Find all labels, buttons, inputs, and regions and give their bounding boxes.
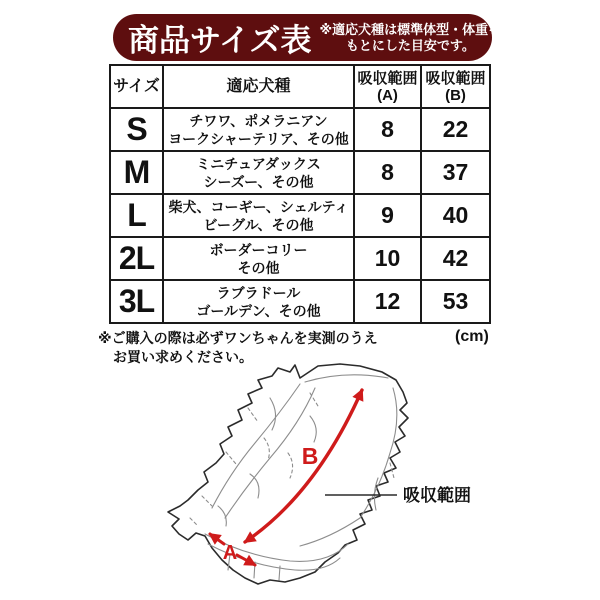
title-banner [113, 14, 502, 61]
header-breeds: 適応犬種 [163, 65, 354, 108]
range-a-value: 9 [354, 194, 421, 237]
size-table [109, 64, 491, 324]
absorb-label: 吸収範囲 [403, 486, 471, 505]
range-a-value: 8 [354, 151, 421, 194]
size-value: M [110, 151, 163, 194]
diaper-diagram [160, 358, 480, 600]
breed-value: ミニチュアダックス シーズー、その他 [163, 151, 354, 194]
range-a-value: 10 [354, 237, 421, 280]
table-row [110, 280, 490, 323]
table-row [110, 194, 490, 237]
table-header-row [110, 65, 490, 108]
range-b-value: 37 [421, 151, 490, 194]
breed-value: ボーダーコリー その他 [163, 237, 354, 280]
size-value: 2L [110, 237, 163, 280]
page-title: 商品サイズ表 [128, 23, 312, 58]
range-a-value: 8 [354, 108, 421, 151]
unit-label: (cm) [455, 328, 489, 345]
breed-value: 柴犬、コーギー、シェルティ ビーグル、その他 [163, 194, 354, 237]
range-a-value: 12 [354, 280, 421, 323]
range-b-value: 42 [421, 237, 490, 280]
banner-note [320, 22, 502, 54]
banner-note-line1: ※適応犬種は標準体型・体重を [319, 21, 502, 37]
diaper-outline-sketch [168, 364, 408, 584]
range-b-value: 22 [421, 108, 490, 151]
range-b-value: 53 [421, 280, 490, 323]
purchase-note-line2: お買い求めください。 [113, 349, 253, 365]
size-value: L [110, 194, 163, 237]
header-range-b: 吸収範囲 (B) [421, 65, 490, 108]
size-value: 3L [110, 280, 163, 323]
table-row [110, 151, 490, 194]
banner-note-line2: もとにした目安です。 [345, 37, 475, 53]
purchase-note-line1: ※ご購入の際は必ずワンちゃんを実測のうえ [98, 330, 378, 346]
breed-value: ラブラドール ゴールデン、その他 [163, 280, 354, 323]
header-size: サイズ [110, 65, 163, 108]
table-row [110, 237, 490, 280]
header-range-a: 吸収範囲 (A) [354, 65, 421, 108]
table-row [110, 108, 490, 151]
size-value: S [110, 108, 163, 151]
breed-value: チワワ、ポメラニアン ヨークシャーテリア、その他 [163, 108, 354, 151]
measure-a-label: A [222, 542, 238, 564]
range-b-value: 40 [421, 194, 490, 237]
measure-b-label: B [301, 443, 319, 469]
